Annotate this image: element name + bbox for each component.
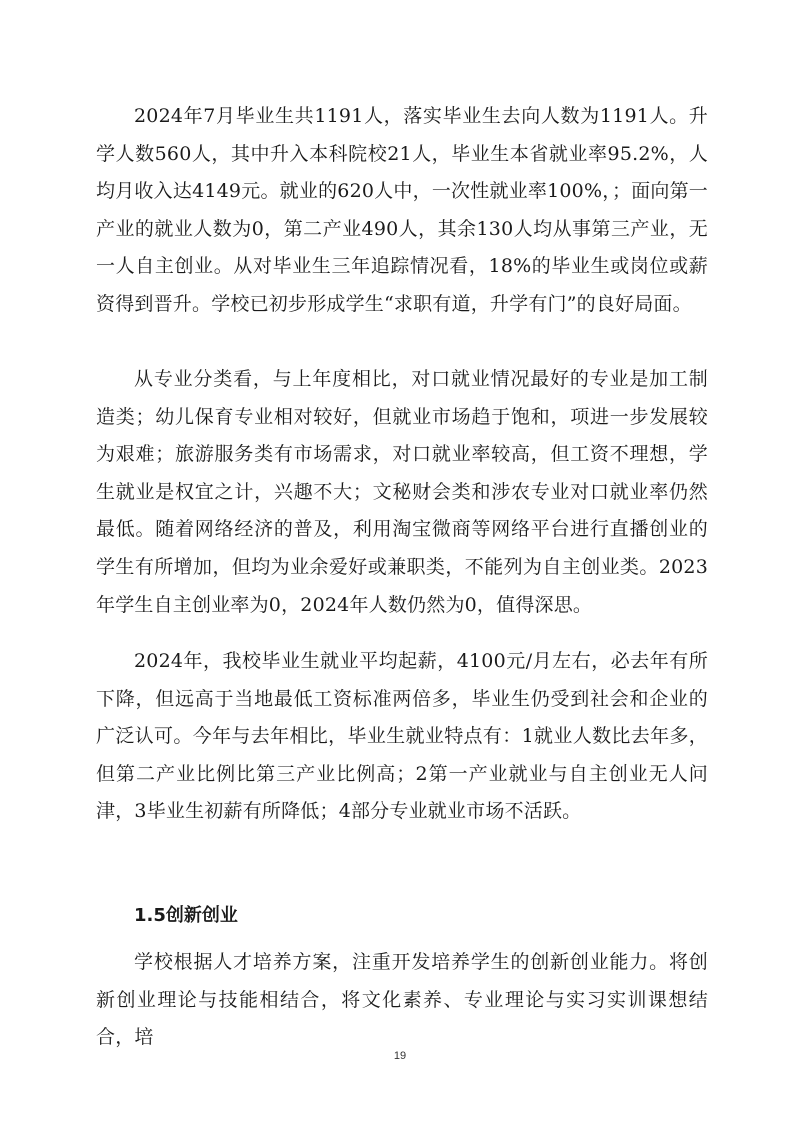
paragraph-salary-summary: 2024年，我校毕业生就业平均起薪，4100元/月左右，必去年有所下降，但远高于当地最低工资标准两倍多，毕业生仍受到社会和企业的广泛认可。今年与去年相比，毕业生就业特点有：1就业人数比去年多，但第二产业比例比第三产业比例高；2第一产业就业与自主创业无人问津，3毕业生初薪有所降低；4部分专业就业市场不活跃。 <box>96 650 708 823</box>
page-number: 19 <box>393 1050 407 1062</box>
paragraph-major-analysis: 从专业分类看，与上年度相比，对口就业情况最好的专业是加工制造类；幼儿保育专业相对较好，但就业市场趋于饱和，项进一步发展较为艰难；旅游服务类有市场需求，对口就业率较高，但工资不理想，学生就业是权宜之计，兴趣不大；文秘财会类和涉农专业对口就业率仍然最低。随着网络经济的普及，利用淘宝微商等网络平台进行直播创业的学生有所增加，但均为业余爱好或兼职类，不能列为自主创业类。2023年学生自主创业率为0，2024年人数仍然为0，值得深思。 <box>96 368 708 616</box>
paragraph-innovation-intro: 学校根据人才培养方案，注重开发培养学生的创新创业能力。将创新创业理论与技能相结合，将文化素养、专业理论与实习实训课想结合，培 <box>96 951 708 1049</box>
section-heading: 1.5创新创业 <box>134 905 238 926</box>
paragraph-employment-statistics: 2024年7月毕业生共1191人，落实毕业生去向人数为1191人。升学人数560人，其中升入本科院校21人，毕业生本省就业率95.2%，人均月收入达4149元。就业的620人中，一次性就业率100%，；面向第一产业的就业人数为0，第二产业490人，其余130人均从事第三产业，无一人自主创业。从对毕业生三年追踪情况看，18%的毕业生或岗位或薪资得到晋升。学校已初步形成学生“求职有道，升学有门”的良好局面。 <box>96 105 708 315</box>
